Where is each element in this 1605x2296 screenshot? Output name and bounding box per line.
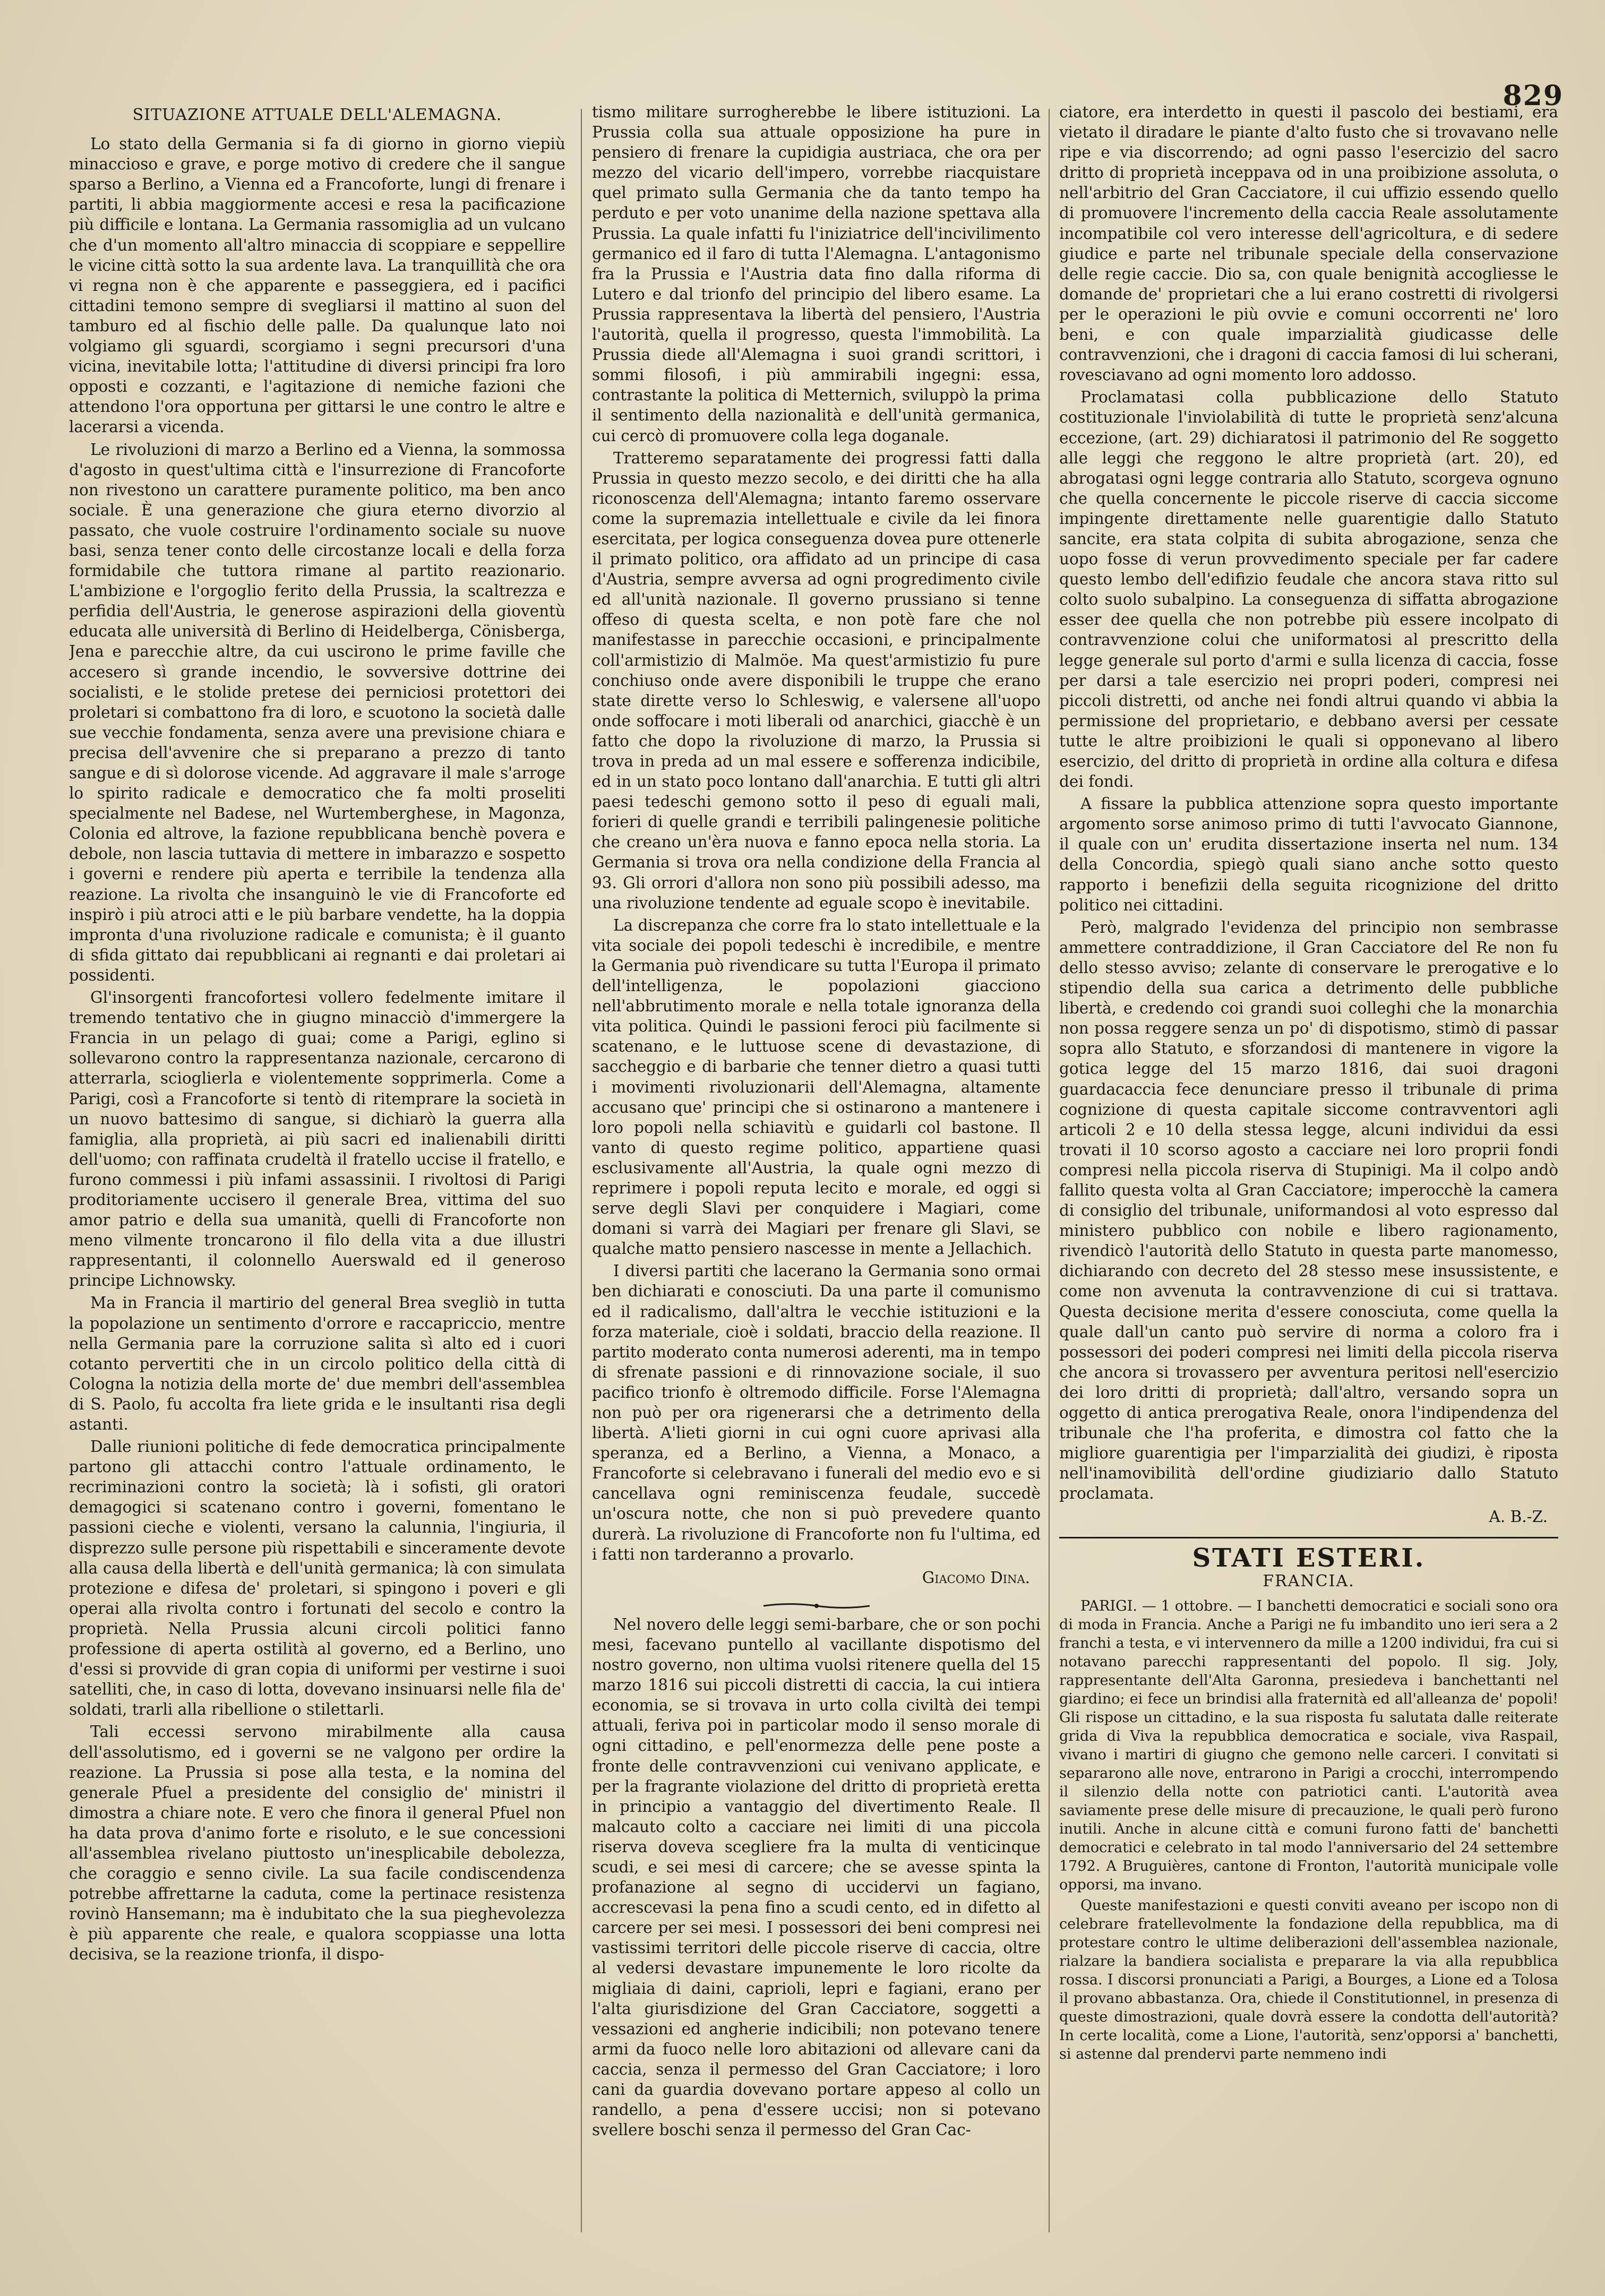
column-1: [69, 102, 565, 2236]
article-paragraph: Proclamatasi colla pubblicazione dello Statuto costituzionale l'inviolabilità di tutte le proprietà senz'alcuna eccezione, (art. 29) dichiaratosi il patrimonio del Re soggetto alle leggi che reggono le altre proprietà (art. 20), ed abrogatasi ogni legge contraria allo Statuto, scorgeva ognuno che quella concernente le piccole riserve di caccia siccome impingente direttamente nelle guarentigie dallo Statuto sancite, era stata colpita di subita abrogazione, senza che uopo fosse di verun provvedimento speciale per far cadere questo lembo dell'edifizio feudale che ancora stava ritto sul colto suolo subalpino. La conseguenza di siffatta abrogazione esser dee quella che non potrebbe più essere incolpato di contravvenzione colui che uniformatosi al prescritto della legge generale sul porto d'armi e sulla licenza di caccia, fosse per darsi a tale esercizio nei propri poderi, compresi nei piccoli distretti, od anche nei fondi altrui quando vi abbia la permissione del proprietario, e debbano aversi per cessate tutte le altre proibizioni le quali si opponevano al libero esercizio, del dritto di proprietà in ordine alla coltura e difesa dei fondi.: [1059, 388, 1558, 791]
article-paragraph: A fissare la pubblica attenzione sopra questo importante argomento sorse animoso primo di tutti l'avvocato Giannone, il quale con un' erudita dissertazione inserta nel num. 134 della Concordia, spiegò quali siano anche sotto questo rapporto i benefizii della seguita ricognizione del dritto politico nei cittadini.: [1059, 795, 1558, 914]
article-signature: Giacomo Dina.: [922, 1568, 1030, 1587]
country-heading: FRANCIA.: [1263, 1571, 1355, 1590]
page-number: 829: [1503, 80, 1564, 112]
article-title: SITUAZIONE ATTUALE DELL'ALEMAGNA.: [132, 106, 502, 124]
separator-ornament: [592, 1594, 1041, 1602]
article-paragraph: Le rivoluzioni di marzo a Berlino ed a Vienna, la sommossa d'agosto in quest'ultima città e l'insurrezione di Francoforte non rivestono un carattere puramente politico, ma ben anco sociale. È una generazione che giura eterno divorzio al passato, che vuole costruire l'ordinamento sociale su nuove basi, senza tener conto delle circostanze locali e della forza formidabile che tuttora rimane al partito reazionario. L'ambizione e l'orgoglio ferito della Prussia, la scaltrezza e perfidia dell'Austria, le generose aspirazioni della gioventù educata alle università di Berlino di Heidelberga, Cönisberga, Jena e parecchie altre, da cui uscirono le prime faville che accesero sì grande incendio, le sovversive dottrine dei socialisti, e le stolide pretese dei perniciosi protettori dei proletari si combattono fra di loro, e scuotono la società dalle sue vecchie fondamenta, senza avere una previsione chiara e precisa dell'avvenire che si preparano a prezzo di tanto sangue e di sì dolorose vicende. Ad aggravare il male s'arroge lo spirito radicale e democratico che fa molti proseliti specialmente nel Badese, nel Wurtemberghese, in Magonza, Colonia ed altrove, la fazione repubblicana benchè povera e debole, non lascia tuttavia di mettere in imbarazzo e sospetto i governi e rendere più aperta e terribile la tendenza alla reazione. La rivolta che insanguinò le vie di Francoforte ed inspirò i più atroci atti e le più barbare vendette, ha la doppia impronta d'una rivoluzione radicale e comunista; è il guanto di sfida gittato dai repubblicani ai regnanti e dai proletari ai possidenti.: [69, 440, 565, 984]
section-title: STATI ESTERI.: [1192, 1543, 1426, 1573]
article-paragraph: Tali eccessi servono mirabilmente alla causa dell'assolutismo, ed i governi se ne valgono per ordire la reazione. La Prussia si pose alla testa, e la nomina del generale Pfuel a presidente del consiglio de' ministri il dimostra a chiare note. E vero che finora il general Pfuel non ha data prova d'animo forte e risoluto, e le sue concessioni all'assemblea rivelano piuttosto un'inesplicabile debolezza, che coraggio e senno civile. La sua facile condiscendenza potrebbe affrettarne la caduta, come la pertinace resistenza rovinò Hansemann; ma è indubitato che la sua pieghevolezza è più apparente che reale, e qualora scoppiasse una lotta decisiva, se la reazione trionfa, il dispo-: [69, 1723, 565, 1964]
news-paragraph: PARIGI. — 1 ottobre. — I banchetti democratici e sociali sono ora di moda in Francia. Anche a Parigi ne fu imbandito uno ieri sera a 2 franchi a testa, e vi intervennero da mille a 1200 individui, fra cui si notavano parecchi rappresentanti del popolo. Il sig. Joly, rappresentante dell'Alta Garonna, presiedeva i banchettanti nel giardino; ei fece un brindisi alla fraternità ed all'alleanza de' popoli! Gli rispose un cittadino, e la sua risposta fu salutata dalle reiterate grida di Viva la repubblica democratica e sociale, viva Raspail, vivano i martiri di giugno che gemono nelle carceri. I convitati si separarono alle nove, entrarono in Parigi a crocchi, interrompendo il silenzio della notte con patriotici canti. L'autorità avea saviamente prese delle misure di precauzione, le quali però furono inutili. Anche in alcune città e comuni furono fatti de' banchetti democratici e celebrato in tal modo l'anniversario del 24 settembre 1792. A Bruguières, cantone di Fronton, l'autorità municipale volle opporsi, ma invano.: [1059, 1597, 1558, 1893]
column-rule-1: [581, 109, 582, 2232]
article-paragraph: I diversi partiti che lacerano la Germania sono ormai ben dichiarati e conosciuti. Da una parte il comunismo ed il radicalismo, dall'altra le vecchie istituzioni e la forza materiale, cioè i soldati, braccio della reazione. Il partito moderato conta numerosi aderenti, ma in tempo di sfrenate passioni e di rinnovazione sociale, il suo pacifico trionfo è oltremodo difficile. Forse l'Alemagna non può per ora rigenerarsi che a detrimento della libertà. A'lieti giorni in cui ogni cuore aprivasi alla speranza, ed a Berlino, a Vienna, a Monaco, a Francoforte si celebravano i funerali del medio evo e si cancellava ogni reminiscenza feudale, succedè un'oscura notte, che non si può prevedere quanto durerà. La rivoluzione di Francoforte non fu l'ultima, ed i fatti non tarderanno a provarlo.: [592, 1262, 1041, 1563]
foreign-news: [1059, 1597, 1558, 2063]
article-paragraph: Dalle riunioni politiche di fede democratica principalmente partono gli attacchi contro l'attuale ordinamento, le recriminazioni contro la società; là i sofisti, gli oratori demagogici si scatenano contro i governi, fomentano le passioni cieche e violenti, versano la calunnia, l'ingiuria, il disprezzo sulle persone più rispettabili e sinceramente devote alla causa della libertà e dell'unità germanica; là con simulata protezione e difesa de' proletari, si spingono i poveri e gli operai alla rivolta contro i fortunati del secolo e contro la proprietà. Nella Prussia alcuni circoli politici fanno professione di aperta ostilità al governo, ed a Berlino, uno d'essi si provvide di gran copia di uniformi per vestirne i suoi satelliti, che, in caso di lotta, dovevano insinuarsi nelle fila de' soldati, trarli alla ribellione o stilettarli.: [69, 1438, 565, 1719]
article-signature: A. B.-Z.: [1489, 1508, 1548, 1526]
column-2: [592, 102, 1041, 2236]
news-paragraph: Queste manifestazioni e questi conviti aveano per iscopo non di celebrare fratellevolmente la fondazione della repubblica, ma di protestare contro le ultime deliberazioni dell'assemblea nazionale, rialzare la bandiera socialista e preparare la via alla repubblica rossa. I discorsi pronunciati a Parigi, a Bourges, a Lione ed a Tolosa il provano abbastanza. Ora, chiede il Constitutionnel, in presenza di queste dimostrazioni, quale dovrà essere la condotta dell'autorità? In certe località, come a Lione, l'autorità, senz'opporsi a' banchetti, si astenne dal prendervi parte nemmeno indi: [1059, 1897, 1558, 2062]
column-rule-2: [1049, 109, 1050, 2232]
article-paragraph: Nel novero delle leggi semi-barbare, che or son pochi mesi, facevano puntello al vacillante dispotismo del nostro governo, non ultima vuolsi ritenere quella del 15 marzo 1816 sui piccoli distretti di caccia, la cui intiera economia, se si trovava in urto colla civiltà dei tempi attuali, feriva poi in particolar modo il senso morale di ogni cittadino, e pell'enormezza delle pene poste a fronte delle contravvenzioni cui venivano applicate, e per la fragrante violazione del dritto di proprietà eretta in principio a vantaggio del divertimento Reale. Il malcauto colto a cacciare nei limiti di una piccola riserva doveva scegliere fra la multa di venticinque scudi, e sei mesi di carcere; che se avesse spinta la profanazione al segno di uccidervi un fagiano, accrescevasi la pena fino a scudi cento, ed in difetto al carcere per sei mesi. I possessori dei beni compresi nei vastissimi territori delle piccole riserve di caccia, oltre al vedersi devastare impunemente le loro ricolte da migliaia di daini, caprioli, lepri e fagiani, erano per l'alta giurisdizione del Gran Cacciatore, soggetti a vessazioni ed angherie indicibili; non potevano tenere armi da fuoco nelle loro abitazioni od allevare cani da caccia, senza il permesso del Gran Cacciatore; i loro cani da guardia dovevano portare appeso al collo un randello, a pena d'essere uccisi; non si potevano svellere boschi senza il permesso del Gran Cac-: [592, 1615, 1041, 2139]
article-paragraph: tismo militare surrogherebbe le libere istituzioni. La Prussia colla sua attuale opposizione ha pure in pensiero di frenare la cupidigia austriaca, che ora per mezzo del vicario dell'impero, vorrebbe riacquistare quel primato sulla Germania che da tanto tempo ha perduto e per voto unanime della nazione spettava alla Prussia. La quale infatti fu l'iniziatrice dell'incivilimento germanico ed il faro di tutta l'Alemagna. L'antagonismo fra la Prussia e l'Austria data fino dalla riforma di Lutero e dal trionfo del principio del libero esame. La Prussia rappresentava la libertà del pensiero, l'Austria l'autorità, quella il progresso, questa l'immobilità. La Prussia diede all'Alemagna i suoi grandi scrittori, i sommi filosofi, i più ammirabili ingegni: essa, contrastante la politica di Metternich, sviluppò la prima il sentimento della nazionalità e dell'unità germanica, cui cercò di promuovere colla lega doganale.: [592, 103, 1041, 445]
article-paragraph: La discrepanza che corre fra lo stato intellettuale e la vita sociale dei popoli tedeschi è incredibile, e mentre la Germania può rivendicare su tutta l'Europa il primato dell'intelligenza, le popolazioni giacciono nell'abbrutimento morale e nella totale ignoranza della vita politica. Quindi le passioni feroci più facilmente si scatenano, e le luttuose scene di devastazione, di saccheggio e di barbarie che tenner dietro a quasi tutti i movimenti rivoluzionarii dell'Alemagna, altamente accusano que' principi che si ostinarono a mantenere i loro popoli nella schiavitù e guidarli col bastone. Il vanto di questo regime politico, appartiene quasi esclusivamente all'Austria, la quale ogni mezzo di reprimere i popoli reputa lecito e morale, ed oggi si serve degli Slavi per conquidere i Magiari, come domani si varrà dei Magiari per frenare gli Slavi, se qualche matto pensiero nascesse in mente a Jellachich.: [592, 916, 1041, 1258]
article-paragraph: Però, malgrado l'evidenza del principio non sembrasse ammettere contraddizione, il Gran Cacciatore del Re non fu dello stesso avviso; zelante di conservare le prerogative e lo stipendio della sua carica a detrimento delle pubbliche libertà, e credendo coi grandi suoi colleghi che la monarchia non possa reggere senza un po' di dispotismo, stimò di passar sopra allo Statuto, e sforzandosi di mantenere in vigore la gotica legge del 15 marzo 1816, dai suoi dragoni guardacaccia fece denunciare presso il tribunale di prima cognizione di questa capitale siccome contravventori agli articoli 2 e 10 della stessa legge, alcuni individui da essi trovati il 10 scorso agosto a cacciare nei loro proprii fondi compresi nella piccola riserva di Stupinigi. Ma il colpo andò fallito questa volta al Gran Cacciatore; imperocchè la camera di consiglio del tribunale, uniformandosi al voto espresso dal ministero pubblico con nobile e libero ragionamento, rivendicò l'autorità dello Statuto in questa parte manomesso, dichiarando con decreto del 28 stesso mese insussistente, e come non avvenuta la contravvenzione di cui si trattava. Questa decisione merita d'essere conosciuta, come quella la quale dall'un canto può servire di norma a coloro fra i possessori dei poderi compresi nei limiti della piccola riserva che ancora si trovassero per avventura peritosi nell'esercizio dei loro dritti di proprietà; dall'altro, versando sopra un oggetto di antica prerogativa Reale, onora l'indipendenza del tribunale che l'ha proferita, e dimostra col fatto che la migliore guarentigia per l'imparzialità dei giudizi, è riposta nell'inamovibilità dell'ordine giudiziario dallo Statuto proclamata.: [1059, 918, 1558, 1503]
section-divider: [1059, 1537, 1558, 1538]
article-paragraph: ciatore, era interdetto in questi il pascolo dei bestiami, era vietato il diradare le piante d'alto fusto che si trovavano nelle ripe e via discorrendo; ad ogni passo l'esercizio del sacro dritto di proprietà inceppava od in una proibizione assoluta, o nell'arbitrio del Gran Cacciatore, il cui uffizio essendo quello di promuovere l'incremento della caccia Reale assolutamente incompatibile col vero interesse dell'agricoltura, e di sedere giudice e parte nel tribunale speciale della conservazione delle regie caccie. Dio sa, con quale benignità accogliesse le domande de' proprietari che a lui erano costretti di rivolgersi per le operazioni le più ovvie e comuni occorrenti ne' loro beni, e con quale imparzialità giudicasse delle contravvenzioni, che i dragoni di caccia famosi di lui scherani, rovesciavano ad ogni momento loro addosso.: [1059, 103, 1558, 384]
article-paragraph: Gl'insorgenti francofortesi vollero fedelmente imitare il tremendo tentativo che in giugno minacciò d'immergere la Francia in un pelago di guai; come a Parigi, eglino si sollevarono contro la rappresentanza nazionale, cercarono di atterrarla, scioglierla e violentemente sopprimerla. Come a Parigi, così a Francoforte si tentò di ritemprare la società in un nuovo battesimo di sangue, si dichiarò la guerra alla famiglia, alla proprietà, ai più sacri ed inalienabili diritti dell'uomo; con raffinata crudeltà il fratello uccise il fratello, e furono commessi i più infami assassinii. I rivoltosi di Parigi proditoriamente uccisero il generale Brea, vittima del suo amor patrio e della sua umanità, quelli di Francoforte non meno vilmente troncarono il filo della vita a due illustri rappresentanti, il colonnello Auerswald ed il generoso principe Lichnowsky.: [69, 988, 565, 1290]
article-paragraph: Tratteremo separatamente dei progressi fatti dalla Prussia in questo mezzo secolo, e dei diritti che ha alla riconoscenza dell'Alemagna; intanto faremo osservare come la supremazia intellettuale e civile da lei finora esercitata, per logica conseguenza dovea pure ottenerle il primato politico, ora affidato ad un principe di casa d'Austria, sempre avversa ad ogni progredimento civile ed all'unità nazionale. Il governo prussiano si tenne offeso di questa scelta, e non potè fare che nol manifestasse in parecchie occasioni, e principalmente coll'armistizio di Malmöe. Ma quest'armistizio fu pure conchiuso onde avere disponibili le truppe che erano state dirette verso lo Schleswig, e valersene all'uopo onde soffocare i moti liberali od anarchici, giacchè è un fatto che dopo la rivoluzione di marzo, la Prussia si trova in preda ad un mal essere e sofferenza indicibile, ed in un stato poco lontano dall'anarchia. E tutti gli altri paesi tedeschi gemono sotto il peso di eguali mali, forieri di quelle grandi e terribili palingenesie politiche che creano un'èra nuova e fanno epoca nella storia. La Germania si trova ora nella condizione della Francia al 93. Gli orrori d'allora non sono più possibili adesso, ma una rivoluzione tendente ad eguale scopo è inevitabile.: [592, 449, 1041, 912]
article-paragraph: Ma in Francia il martirio del general Brea svegliò in tutta la popolazione un sentimento d'orrore e raccapriccio, mentre nella Germania pare la corruzione salita sì alto ed i cuori cotanto pervertiti che in un circolo politico della città di Cologna la notizia della morte de' due membri dell'assemblea di S. Paolo, fu accolta fra liete grida e le insultanti risa degli astanti.: [69, 1294, 565, 1433]
article-paragraph: Lo stato della Germania si fa di giorno in giorno viepiù minaccioso e grave, e porge motivo di credere che il sangue sparso a Berlino, a Vienna ed a Francoforte, lungi di frenare i partiti, li abbia maggiormente accesi e resa la pacificazione più difficile e lontana. La Germania rassomiglia ad un vulcano che d'un momento all'altro minaccia di scoppiare e seppellire le vicine città sotto la sua ardente lava. La tranquillità che ora vi regna non è che apparente e passeggiera, ed i pacifici cittadini temono sempre di svegliarsi il mattino al suon del tamburo ed al fischio delle palle. Da qualunque lato noi volgiamo gli sguardi, scorgiamo i segni precursori d'una vicina, inevitabile lotta; l'attitudine di diversi principi fra loro opposti e cozzanti, e l'agitazione di nemiche fazioni che attendono l'ora opportuna per gittarsi le une contro le altre e lacerarsi a vicenda.: [69, 135, 565, 436]
column-3: [1059, 102, 1558, 2236]
